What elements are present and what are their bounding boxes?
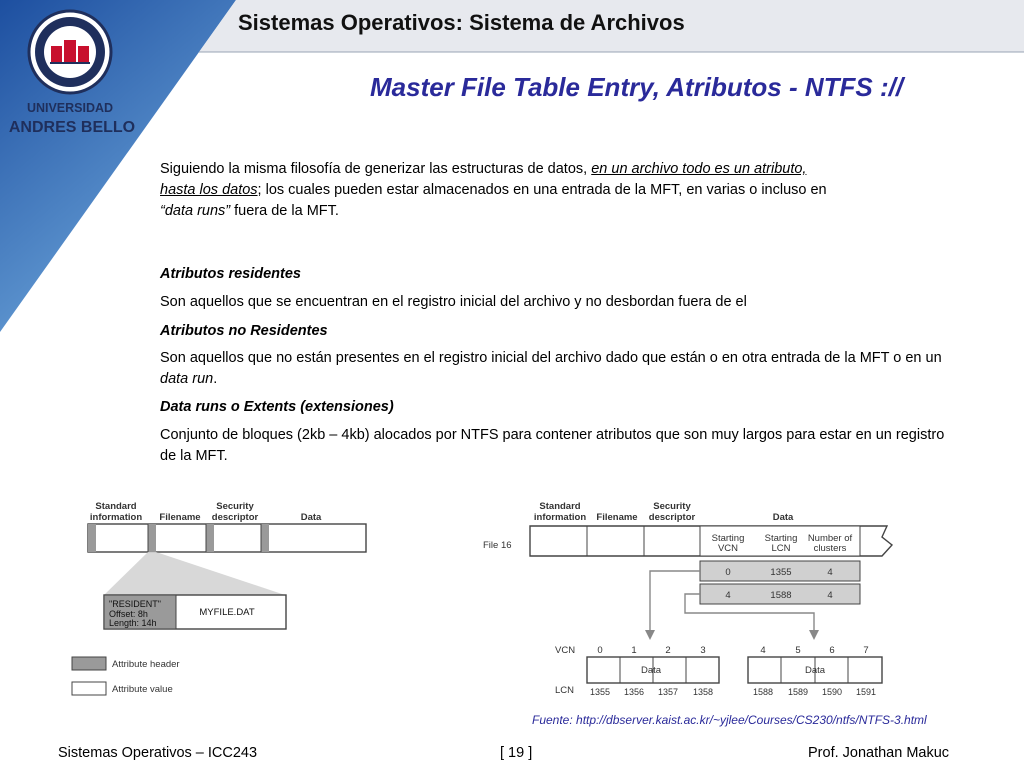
course-title: Sistemas Operativos: Sistema de Archivos	[238, 10, 685, 35]
svg-text:1355: 1355	[589, 687, 611, 697]
svg-text:3: 3	[700, 645, 706, 656]
svg-text:"RESIDENT": "RESIDENT"	[109, 599, 161, 609]
svg-text:7: 7	[863, 645, 869, 656]
university-logo	[4, 4, 142, 136]
svg-text:File 16: File 16	[483, 540, 512, 551]
svg-text:1591: 1591	[855, 687, 877, 697]
svg-text:Filename: Filename	[596, 512, 638, 523]
intro-italic: “data runs”	[160, 203, 231, 219]
svg-text:5: 5	[795, 645, 801, 656]
footer-course: Sistemas Operativos – ICC243	[58, 745, 258, 761]
datarun-heading: Data runs o Extents (extensiones)	[160, 399, 394, 415]
footer-professor: Prof. Jonathan Makuc	[808, 745, 950, 761]
nonresident-text: Son aquellos que no están presentes en el registro inicial del archivo dado que están o en otra entrada de la MFT o en un data run.	[160, 350, 942, 387]
intro-text-3: fuera de la MFT.	[230, 203, 339, 219]
footer-page-number: [ 19 ]	[500, 745, 533, 761]
svg-text:Offset: 8h: Offset: 8h	[109, 609, 148, 619]
resident-attribute-diagram	[72, 501, 366, 695]
svg-text:0: 0	[597, 645, 603, 656]
svg-text:Starting: Starting	[711, 533, 745, 544]
svg-text:6: 6	[829, 645, 835, 656]
slide-title: Master File Table Entry, Atributos - NTFS ://	[370, 72, 904, 102]
building-center-icon	[64, 40, 76, 62]
svg-text:LCN: LCN	[771, 543, 791, 554]
svg-text:Attribute header: Attribute header	[112, 659, 180, 670]
svg-text:Data: Data	[804, 665, 826, 676]
logo-line1: UNIVERSIDAD	[26, 101, 114, 115]
building-left-icon	[51, 46, 62, 62]
intro-underlined-2: hasta los datos	[160, 182, 258, 198]
svg-text:clusters: clusters	[813, 543, 847, 554]
svg-text:VCN: VCN	[717, 543, 739, 554]
svg-text:1590: 1590	[821, 687, 843, 697]
svg-text:1: 1	[631, 645, 637, 656]
svg-text:4: 4	[725, 590, 731, 601]
resident-heading: Atributos residentes	[160, 266, 301, 282]
svg-text:4: 4	[760, 645, 766, 656]
svg-text:descriptor: descriptor	[211, 512, 259, 523]
svg-text:Attribute value: Attribute value	[112, 684, 173, 695]
svg-text:1358: 1358	[692, 687, 714, 697]
svg-text:Security: Security	[653, 501, 691, 512]
nonresident-italic: data run	[160, 371, 214, 387]
svg-text:Security: Security	[216, 501, 254, 512]
intro-text-2: ; los cuales pueden estar almacenados en una entrada de la MFT, en varias o incluso en	[257, 182, 827, 198]
svg-text:2: 2	[665, 645, 671, 656]
svg-text:Length: 14h: Length: 14h	[109, 618, 157, 628]
intro-paragraph: Siguiendo la misma filosofía de generizar las estructuras de datos, en un archivo todo es un atributo, hasta los datos; los cuales pueden estar almacenados en una entrada de la MFT, en varias o incluso en “data runs” fuera de la MFT.	[160, 161, 827, 219]
source-link[interactable]: Fuente: http://dbserver.kaist.ac.kr/~yjlee/Courses/CS230/ntfs/NTFS-3.html	[532, 713, 927, 727]
svg-text:LCN: LCN	[555, 685, 575, 696]
nonresident-attribute-diagram	[483, 501, 892, 697]
svg-text:1356: 1356	[623, 687, 645, 697]
svg-text:1589: 1589	[787, 687, 809, 697]
logo-line2: ANDRES BELLO	[8, 119, 136, 136]
building-right-icon	[78, 46, 89, 62]
svg-text:0: 0	[725, 567, 731, 578]
svg-text:1357: 1357	[657, 687, 679, 697]
ntfs-diagrams	[60, 495, 1020, 710]
svg-text:4: 4	[827, 567, 833, 578]
svg-text:Data: Data	[640, 665, 662, 676]
svg-text:information: information	[533, 512, 587, 523]
svg-text:VCN: VCN	[555, 645, 576, 656]
datarun-text: Conjunto de bloques (2kb – 4kb) alocados por NTFS para contener atributos que son muy largos para estar en un registro de la MFT.	[160, 427, 945, 464]
svg-text:Number of: Number of	[807, 533, 853, 544]
nonresident-heading: Atributos no Residentes	[160, 323, 328, 339]
intro-underlined-1: en un archivo todo es un atributo,	[591, 161, 807, 177]
svg-text:Standard: Standard	[539, 501, 581, 512]
svg-text:4: 4	[827, 590, 833, 601]
svg-text:information: information	[89, 512, 143, 523]
svg-text:MYFILE.DAT: MYFILE.DAT	[199, 607, 255, 618]
resident-text: Son aquellos que se encuentran en el registro inicial del archivo y no desbordan fuera de el	[160, 294, 747, 310]
intro-text-1: Siguiendo la misma filosofía de generizar las estructuras de datos	[160, 161, 584, 177]
svg-text:Standard: Standard	[95, 501, 137, 512]
svg-text:descriptor: descriptor	[648, 512, 696, 523]
svg-text:1355: 1355	[770, 567, 792, 578]
svg-text:1588: 1588	[752, 687, 774, 697]
svg-text:Starting: Starting	[764, 533, 798, 544]
svg-text:1588: 1588	[770, 590, 792, 601]
svg-text:Filename: Filename	[159, 512, 201, 523]
svg-text:Data: Data	[300, 512, 322, 523]
svg-text:Data: Data	[772, 512, 794, 523]
